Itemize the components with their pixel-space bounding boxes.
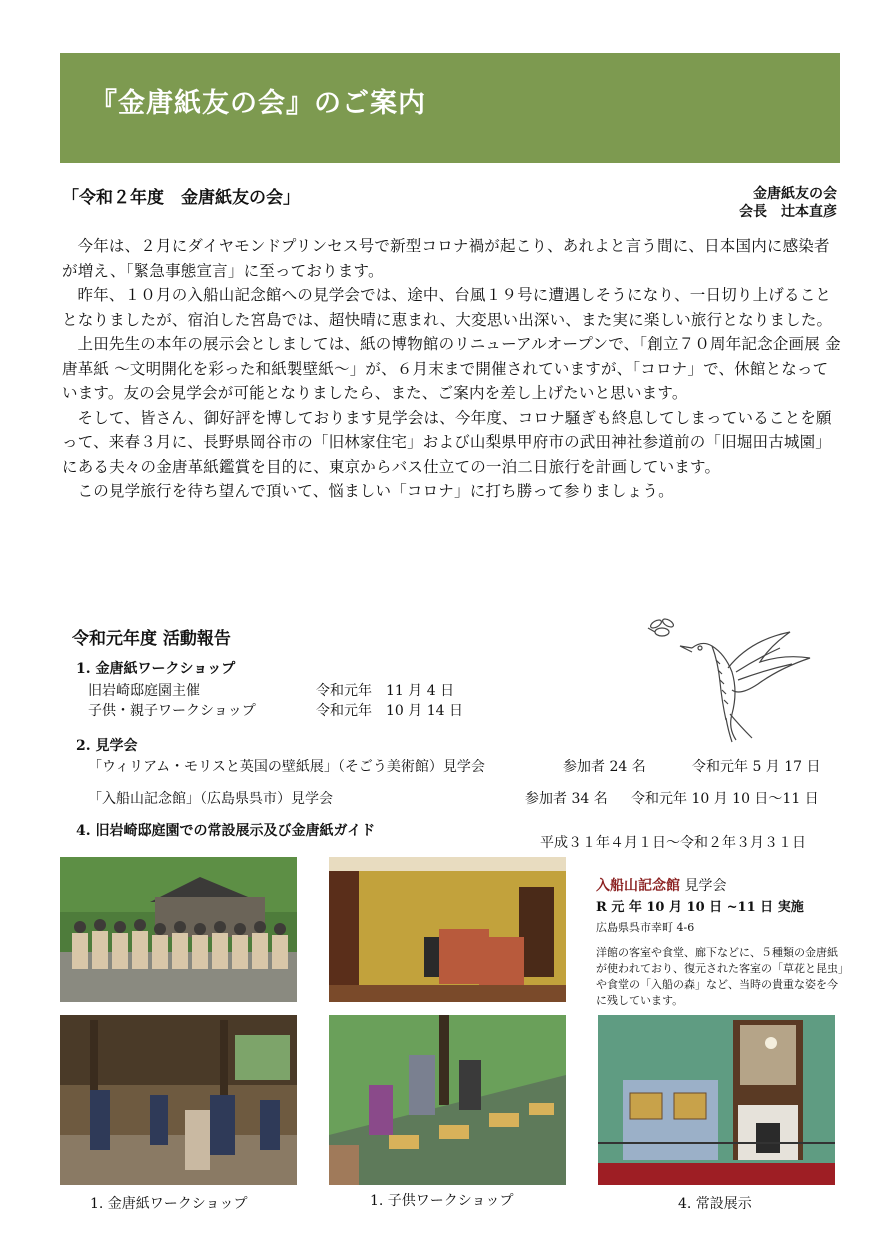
report-s1-item2-name: 子供・親子ワークショップ [88, 703, 256, 719]
paragraph: 上田先生の本年の展示会としましては、紙の博物館のリニューアルオープンで、「創立７０周年記念企画展 金唐革紙 ～文明開化を彩った和紙製壁紙～」が、６月末まで開催されていますが、「コロナ」で、休館となっています。友の会見学会が可能となりましたら、また、ご案内を差し上げたいと思います。 [62, 335, 841, 402]
report-s4-period: 平成３１年４月１日～令和２年３月３１日 [540, 835, 806, 851]
author-org: 金唐紙友の会 [753, 186, 837, 202]
report-s1-item1-date: 令和元年 11 月 4 日 [316, 683, 455, 699]
author-block [739, 185, 837, 221]
photo-exhibit-image [598, 1015, 835, 1185]
paragraph: 昨年、１０月の入船山記念館への見学会では、途中、台風１９号に遭遇しそうになり、一日切り上げることとなりましたが、宿泊した宮島では、超快晴に恵まれ、大変思い出深い、また実に楽しい旅行となりました。 [62, 286, 833, 329]
report-s1-item1-name: 旧岩崎邸庭園主催 [88, 683, 200, 699]
header-banner [60, 53, 840, 163]
report-title: 令和元年度 活動報告 [72, 629, 231, 649]
bird-illustration [640, 610, 820, 745]
report-s2-item2-count: 参加者 34 名 [525, 791, 608, 807]
caption-workshop: 1. 金唐紙ワークショップ [90, 1196, 248, 1212]
letter-body [62, 234, 842, 504]
caption-exhibit: 4. 常設展示 [678, 1196, 752, 1212]
report-s1-heading: 1. 金唐紙ワークショップ [76, 661, 236, 677]
photo-group [60, 857, 297, 1002]
paragraph: 今年は、２月にダイヤモンドプリンセス号で新型コロナ禍が起こり、あれよと言う間に、日本国内に感染者が増え、「緊急事態宣言」に至っております。 [62, 237, 830, 280]
visit-dates: R 元 年 10 月 10 日 ~11 日 実施 [596, 900, 804, 915]
visit-title-line [596, 875, 846, 895]
photo-exhibit [598, 1015, 835, 1185]
report-s4-heading: 4. 旧岩崎邸庭園での常設展示及び金唐紙ガイド [76, 823, 376, 839]
photo-room [329, 857, 566, 1002]
photo-kids-workshop [329, 1015, 566, 1185]
page-title: 『金唐紙友の会』のご案内 [90, 88, 426, 119]
paragraph: そして、皆さん、御好評を博しております見学会は、今年度、コロナ騒ぎも終息してしまっていることを願って、来春３月に、長野県岡谷市の「旧林家住宅」および山梨県甲府市の武田神社参道前の「旧堀田古城園」にある夫々の金唐革紙鑑賞を目的に、東京からバス仕立ての一泊二日旅行を計画しています。 [62, 408, 832, 476]
report-s2-item1-count: 参加者 24 名 [563, 759, 646, 775]
photo-group-image [60, 857, 297, 1002]
photo-room-image [329, 857, 566, 1002]
report-s2-item1-date: 令和元年 5 月 17 日 [692, 759, 821, 775]
visit-title: 入船山記念館 [596, 878, 680, 894]
report-s2-item2-name: 「入船山記念館」（広島県呉市）見学会 [88, 791, 333, 807]
section-title: 「令和２年度 金唐紙友の会」 [62, 188, 300, 208]
visit-address: 広島県呉市幸町 4-6 [596, 921, 695, 934]
report-s2-item2-date: 令和元年 10 月 10 日～11 日 [631, 791, 819, 807]
report-s2-item1-name: 「ウィリアム・モリスと英国の壁紙展」（そごう美術館）見学会 [88, 759, 485, 775]
photo-outdoor-workshop [60, 1015, 297, 1185]
photo-outdoor-workshop-image [60, 1015, 297, 1185]
visit-title-suffix: 見学会 [680, 878, 727, 894]
caption-kids-workshop: 1. 子供ワークショップ [370, 1193, 514, 1209]
photo-kids-workshop-image [329, 1015, 566, 1185]
report-s1-item2-date: 令和元年 10 月 14 日 [316, 703, 463, 719]
paragraph: この見学旅行を待ち望んで頂いて、悩ましい「コロナ」に打ち勝って参りましょう。 [77, 482, 674, 500]
author-name: 会長 辻本直彦 [739, 204, 837, 220]
visit-info [596, 875, 846, 1009]
visit-description: 洋館の客室や食堂、廊下などに、５種類の金唐紙が使われており、復元された客室の「草花と昆虫」や食堂の「入船の森」など、当時の貴重な姿を今に残しています。 [596, 946, 844, 1007]
report-s2-heading: 2. 見学会 [76, 738, 138, 754]
